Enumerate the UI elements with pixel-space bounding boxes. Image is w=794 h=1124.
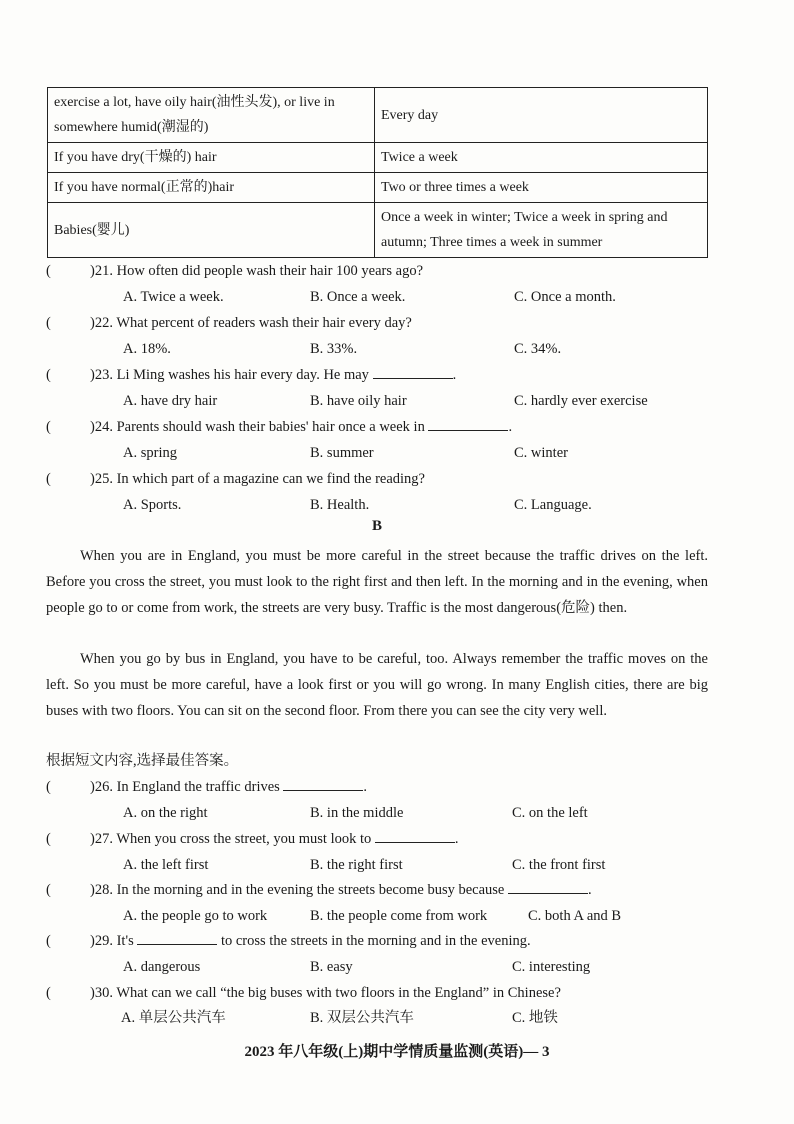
option-a[interactable]: A. Sports.	[123, 497, 182, 513]
option-b[interactable]: B. Health.	[310, 497, 370, 513]
question-27-options	[0, 852, 720, 878]
option-a[interactable]: A. dangerous	[123, 959, 201, 975]
answer-paren[interactable]: (	[46, 985, 51, 1001]
question-28-options	[0, 903, 720, 929]
question-22-options	[0, 336, 720, 362]
answer-blank[interactable]	[508, 879, 588, 894]
question-21-options	[0, 284, 720, 310]
option-a[interactable]: A. spring	[123, 445, 177, 461]
option-a[interactable]: A. on the right	[123, 805, 208, 821]
option-c[interactable]: C. 地铁	[512, 1010, 558, 1026]
question-24-options	[0, 440, 720, 466]
question-stem: )21. How often did people wash their hair 100 years ago?	[90, 263, 424, 279]
option-b[interactable]: B. Once a week.	[310, 289, 406, 305]
option-b[interactable]: B. in the middle	[310, 805, 404, 821]
question-26-options	[0, 800, 720, 826]
instruction: 根据短文内容,选择最佳答案。	[46, 753, 239, 769]
question-24	[46, 414, 766, 440]
table-cell: If you have normal(正常的)hair	[48, 173, 375, 203]
table-row	[48, 203, 708, 258]
option-a[interactable]: A. 18%.	[123, 341, 171, 357]
question-29-options	[0, 954, 720, 980]
question-21	[46, 258, 766, 284]
question-stem: )24. Parents should wash their babies' hair once a week in .	[90, 414, 512, 440]
answer-blank[interactable]	[428, 416, 508, 431]
table-cell: Every day	[375, 88, 708, 143]
option-b[interactable]: B. the people come from work	[310, 908, 488, 924]
option-c[interactable]: C. on the left	[512, 805, 588, 821]
answer-paren[interactable]: (	[46, 933, 51, 949]
answer-paren[interactable]: (	[46, 263, 51, 279]
question-27	[46, 826, 766, 852]
question-stem: )30. What can we call “the big buses with two floors in the England” in Chinese?	[90, 985, 561, 1001]
hair-washing-table	[47, 87, 708, 258]
passage-paragraph: When you are in England, you must be more careful in the street because the traffic drives on the left. Before you cross the street, you must look to the right first and then left. In the morning and in the evening, when people go to or come from work, the streets are very busy. Traffic is the most dangerous(危险) then.	[46, 548, 708, 616]
option-b[interactable]: B. 双层公共汽车	[310, 1010, 414, 1026]
question-23	[46, 362, 766, 388]
answer-paren[interactable]: (	[46, 367, 51, 383]
table-cell: Two or three times a week	[375, 173, 708, 203]
answer-paren[interactable]: (	[46, 419, 51, 435]
table-cell: Once a week in winter; Twice a week in spring and autumn; Three times a week in summer	[375, 203, 708, 258]
answer-blank[interactable]	[375, 828, 455, 843]
question-stem: )29. It's to cross the streets in the morning and in the evening.	[90, 928, 531, 954]
question-stem: )28. In the morning and in the evening the streets become busy because .	[90, 877, 592, 903]
question-30-options	[0, 1005, 720, 1031]
option-b[interactable]: B. easy	[310, 959, 353, 975]
option-b[interactable]: B. have oily hair	[310, 393, 407, 409]
question-25-options	[0, 492, 720, 518]
option-a[interactable]: A. have dry hair	[123, 393, 218, 409]
option-a[interactable]: A. 单层公共汽车	[121, 1010, 226, 1026]
table-cell: Twice a week	[375, 143, 708, 173]
question-25	[46, 466, 766, 492]
question-29	[46, 928, 766, 954]
question-stem: )27. When you cross the street, you must look to .	[90, 826, 459, 852]
answer-blank[interactable]	[373, 364, 453, 379]
option-c[interactable]: C. winter	[514, 445, 568, 461]
option-a[interactable]: A. the left first	[123, 857, 209, 873]
answer-paren[interactable]: (	[46, 882, 51, 898]
question-30	[46, 980, 766, 1006]
option-c[interactable]: C. Language.	[514, 497, 592, 513]
page-footer: 2023 年八年级(上)期中学情质量监测(英语)— 3	[244, 1044, 550, 1060]
answer-paren[interactable]: (	[46, 471, 51, 487]
question-stem: )23. Li Ming washes his hair every day. He may .	[90, 362, 456, 388]
question-26	[46, 774, 766, 800]
option-c[interactable]: C. interesting	[512, 959, 591, 975]
table-cell: Babies(婴儿)	[48, 203, 375, 258]
table-row	[48, 143, 708, 173]
table-row	[48, 173, 708, 203]
option-b[interactable]: B. 33%.	[310, 341, 358, 357]
option-c[interactable]: C. 34%.	[514, 341, 562, 357]
question-stem: )25. In which part of a magazine can we find the reading?	[90, 471, 425, 487]
option-c[interactable]: C. the front first	[512, 857, 606, 873]
question-stem: )26. In England the traffic drives .	[90, 774, 367, 800]
option-c[interactable]: C. hardly ever exercise	[514, 393, 648, 409]
passage-paragraph: When you go by bus in England, you have to be careful, too. Always remember the traffic moves on the left. So you must be more careful, have a look first or you will go wrong. In many English cities, there are big buses with two floors. You can sit on the second floor. From there you can see the city very well.	[46, 651, 708, 719]
table-cell: exercise a lot, have oily hair(油性头发), or live in somewhere humid(潮湿的)	[48, 88, 375, 143]
option-b[interactable]: B. the right first	[310, 857, 403, 873]
option-c[interactable]: C. Once a month.	[514, 289, 616, 305]
question-23-options	[0, 388, 720, 414]
question-22	[46, 310, 766, 336]
answer-paren[interactable]: (	[46, 315, 51, 331]
table-cell: If you have dry(干燥的) hair	[48, 143, 375, 173]
question-28	[46, 877, 766, 903]
option-c[interactable]: C. both A and B	[528, 908, 622, 924]
answer-paren[interactable]: (	[46, 831, 51, 847]
option-a[interactable]: A. the people go to work	[123, 908, 268, 924]
answer-blank[interactable]	[137, 930, 217, 945]
section-heading: B	[372, 518, 383, 534]
option-a[interactable]: A. Twice a week.	[123, 289, 224, 305]
table-row	[48, 88, 708, 143]
question-stem: )22. What percent of readers wash their hair every day?	[90, 315, 412, 331]
option-b[interactable]: B. summer	[310, 445, 374, 461]
answer-paren[interactable]: (	[46, 779, 51, 795]
answer-blank[interactable]	[283, 776, 363, 791]
